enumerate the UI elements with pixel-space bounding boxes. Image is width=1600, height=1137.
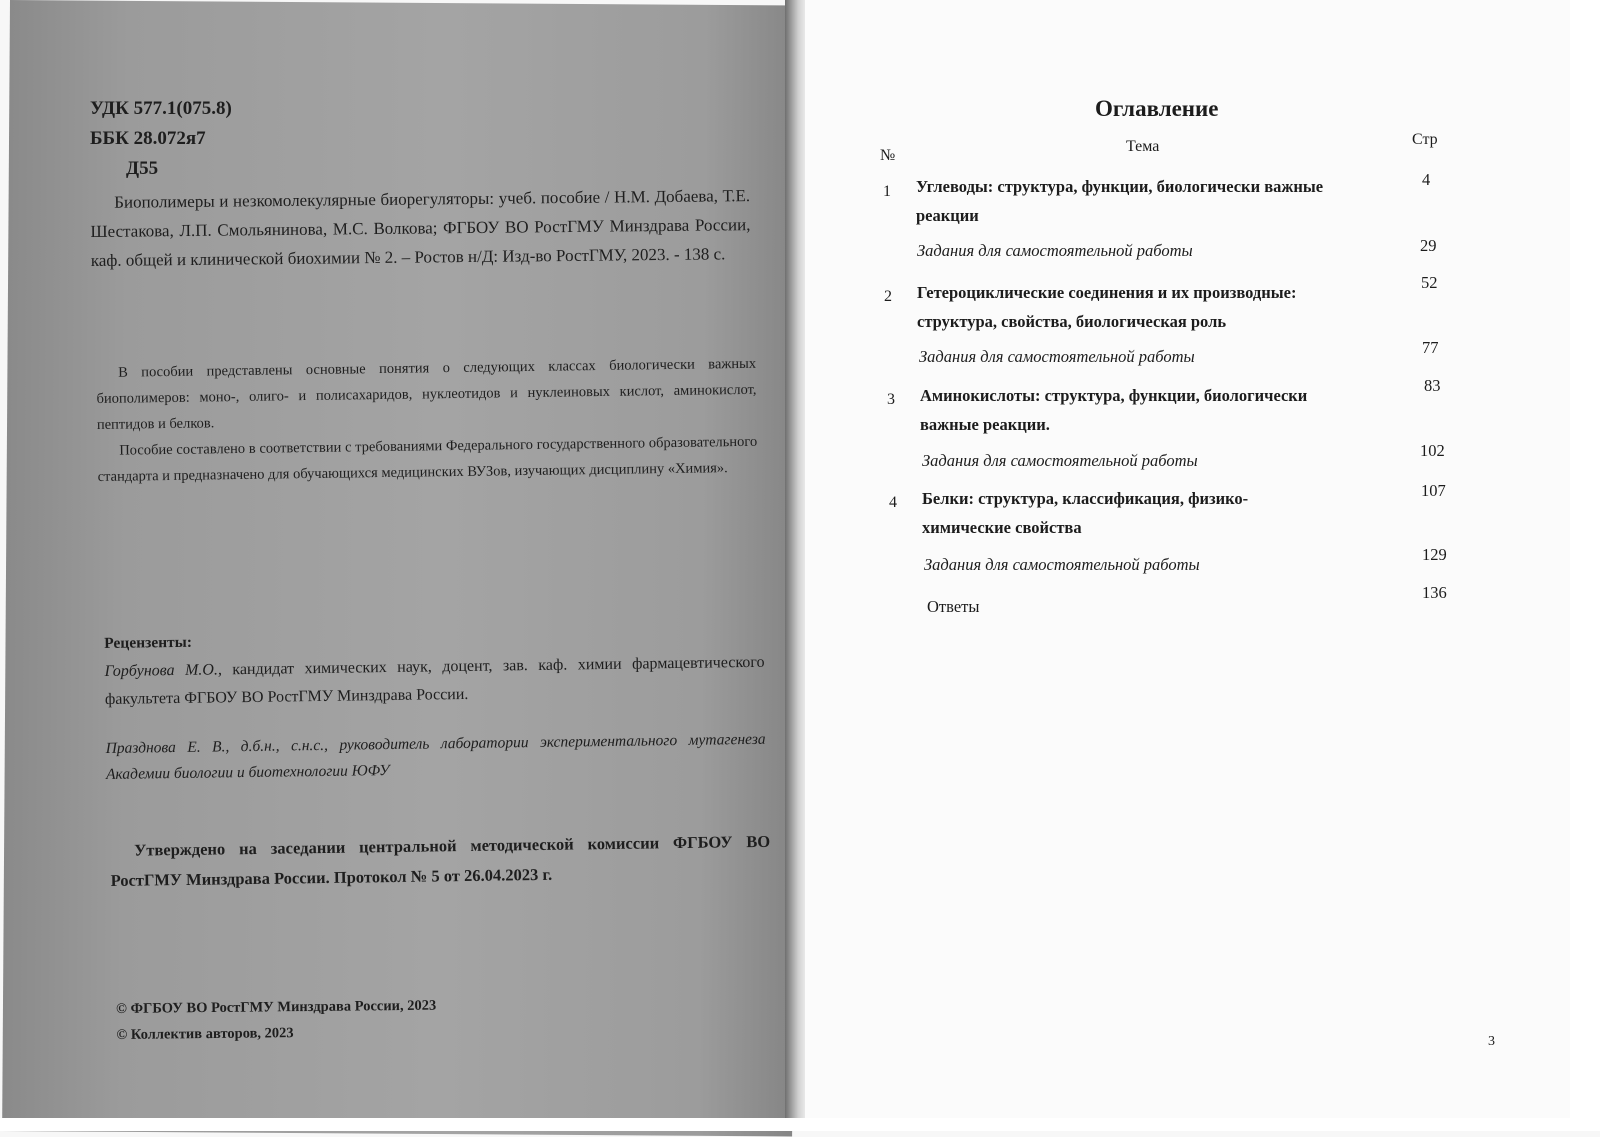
- toc-row-2-title: Гетероциклические соединения и их производные: структура, свойства, биологическая роль: [917, 283, 1297, 331]
- reviewers-heading: Рецензенты:: [104, 633, 193, 652]
- toc-row-3-tasks-page: 102: [1420, 441, 1445, 460]
- reviewers-block: [104, 621, 766, 788]
- bibliographic-citation: Биополимеры и незкомолекулярные биорегуляторы: учеб. пособие / Н.М. Добаева, Т.Е. Шестакова, Л.П. Смольянинова, М.С. Волкова; ФГБОУ ВО РостГМУ Минздрава России, каф. общей и клинической биохимии № 2. – Ростов н/Д: Изд-во РостГМУ, 2023. - 138 с.: [90, 186, 751, 270]
- reviewer-1: [104, 649, 765, 714]
- toc-answers: Ответы: [927, 597, 980, 616]
- toc-row-2-page: 52: [1421, 273, 1438, 292]
- toc-row-1-tasks-page: 29: [1420, 236, 1437, 255]
- toc-row-1-page: 4: [1422, 170, 1431, 189]
- copyright-authors: © Коллектив авторов, 2023: [116, 1025, 294, 1043]
- classification-block: [90, 94, 232, 184]
- toc-answers-page: 136: [1422, 583, 1447, 602]
- bbk-code: ББК 28.072я7: [90, 128, 206, 149]
- reviewer-1-name: Горбунова М.О.,: [104, 661, 223, 680]
- toc-row-1-tasks: Задания для самостоятельной работы: [917, 241, 1193, 260]
- abstract-paragraph-1: В пособии представлены основные понятия о следующих классах биологически важных биополимеров: моно-, олиго- и полисахаридов, нуклеотидов и нуклеиновых кислот, аминокислот, пептидов и белков.: [96, 355, 757, 433]
- toc-row-4-number: 4: [889, 494, 897, 511]
- reviewer-1-details: кандидат химических наук, доцент, зав. каф. химии фармацевтического факультета ФГБОУ ВО РостГМУ Минздрава России.: [104, 653, 765, 708]
- toc-column-theme: Тема: [1126, 138, 1160, 155]
- scan-margin-bottom: [0, 1118, 1600, 1131]
- approval-note: Утверждено на заседании центральной методической комиссии ФГБОУ ВО РостГМУ Минздрава России. Протокол № 5 от 26.04.2023 г.: [110, 831, 771, 890]
- toc-column-number: №: [880, 147, 896, 164]
- book-gutter: [785, 0, 807, 1131]
- toc-row-2-number: 2: [884, 288, 892, 305]
- reviewer-2: Празднова Е. В., д.б.н., с.н.с., руководитель лаборатории экспериментального мутагенеза Академии биологии и биотехнологии ЮФУ: [105, 730, 766, 783]
- copyright-block: [116, 993, 437, 1048]
- page-number: 3: [1488, 1034, 1495, 1049]
- toc-row-4-page: 107: [1421, 481, 1446, 500]
- abstract-paragraph-2: Пособие составлено в соответствии с требованиями Федерального государственного образовательного стандарта и предназначено для обучающихся медицинских ВУЗов, изучающих дисциплину «Химия».: [97, 433, 758, 485]
- toc-row-3-number: 3: [887, 391, 895, 408]
- toc-row-2-tasks-page: 77: [1422, 338, 1439, 357]
- abstract: [96, 351, 758, 490]
- toc-row-3-title: Аминокислоты: структура, функции, биологически важные реакции.: [920, 386, 1308, 434]
- toc-row-4-title: Белки: структура, классификация, физико-химические свойства: [922, 489, 1249, 537]
- toc-column-page: Стр: [1412, 131, 1438, 148]
- toc-row-2-tasks: Задания для самостоятельной работы: [919, 347, 1195, 366]
- toc-row-4-tasks: Задания для самостоятельной работы: [924, 555, 1200, 574]
- toc-row-3-page: 83: [1424, 376, 1441, 395]
- scan-margin-right: [1570, 0, 1600, 1131]
- author-mark: Д55: [126, 158, 159, 179]
- toc-row-1-title: Углеводы: структура, функции, биологически важные реакции: [916, 177, 1324, 225]
- toc-row-1-number: 1: [883, 183, 891, 200]
- toc-title: Оглавление: [1095, 96, 1219, 121]
- toc-row-3-tasks: Задания для самостоятельной работы: [922, 451, 1198, 470]
- udk-code: УДК 577.1(075.8): [90, 98, 232, 119]
- toc-row-4-tasks-page: 129: [1422, 545, 1447, 564]
- copyright-university: © ФГБОУ ВО РостГМУ Минздрава России, 2023: [116, 997, 437, 1017]
